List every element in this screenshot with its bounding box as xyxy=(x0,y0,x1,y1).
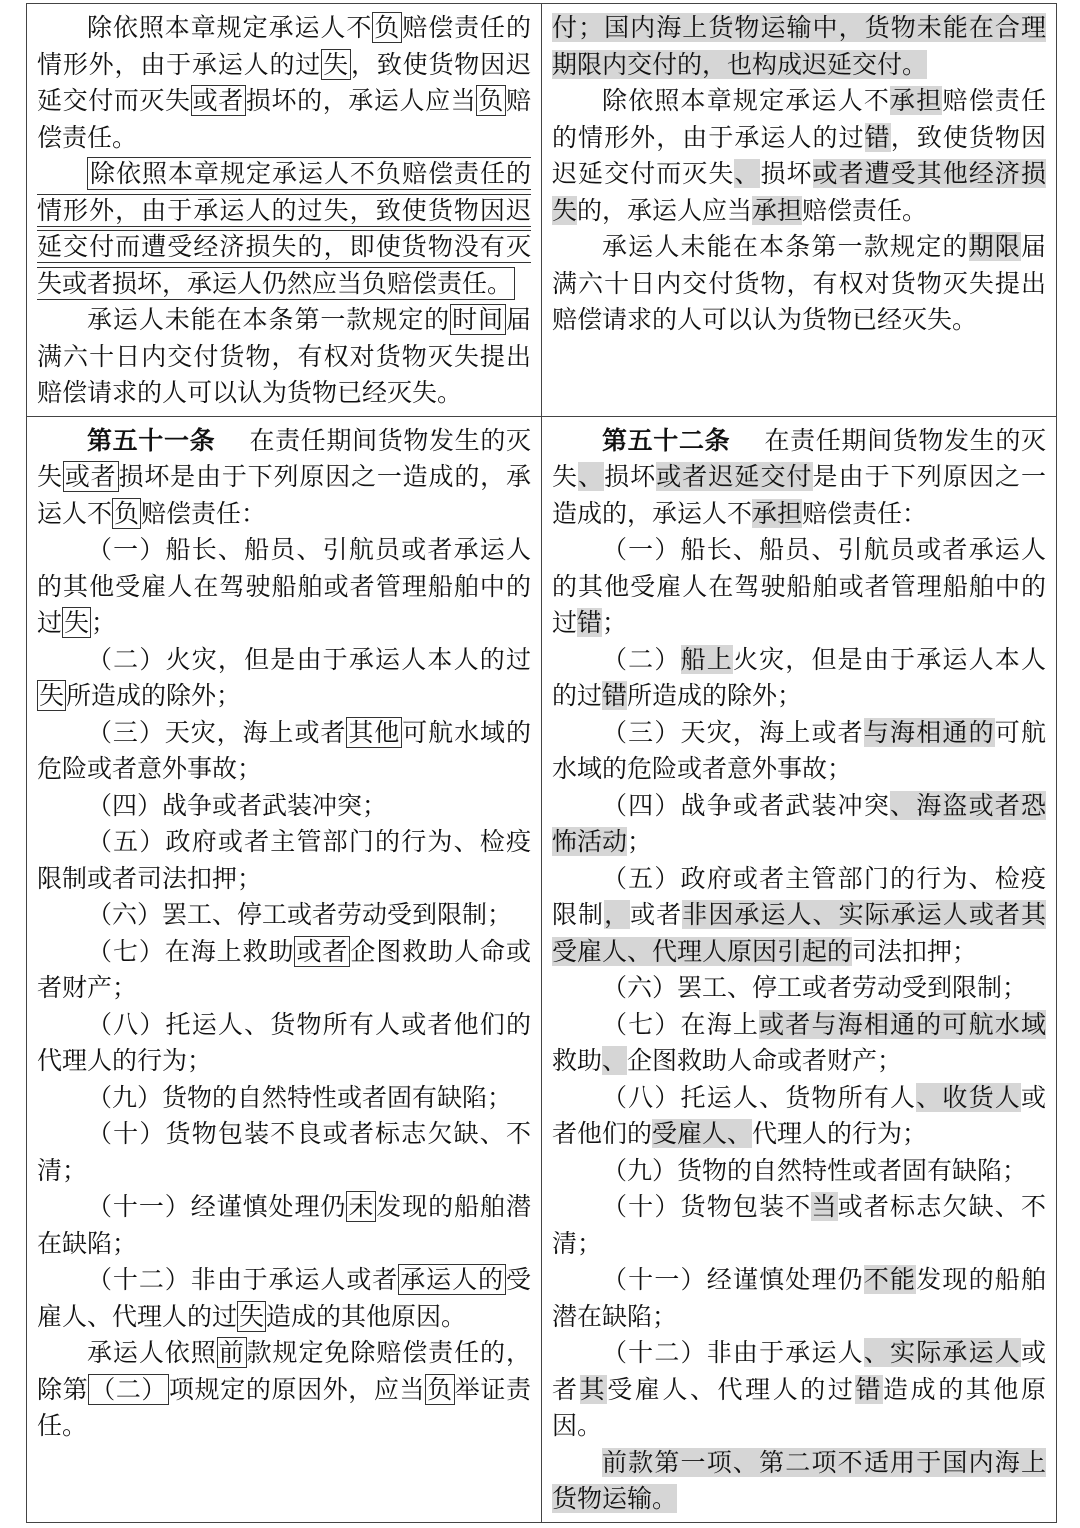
text-segment: （十）货物包装不 xyxy=(602,1192,812,1221)
comparison-table xyxy=(26,3,1057,1523)
paragraph xyxy=(37,788,531,825)
boxed-text: 负 xyxy=(374,13,401,42)
paragraph xyxy=(37,824,531,897)
boxed-text: 失 xyxy=(323,49,349,79)
highlighted-text: ， xyxy=(604,900,631,929)
highlighted-text: 错 xyxy=(577,608,603,637)
text-segment: （六）罢工、停工或者劳动受到限制； xyxy=(602,973,1028,1002)
highlighted-text: 当 xyxy=(811,1192,838,1221)
text-segment: （七）在海上 xyxy=(602,1009,760,1039)
text-segment: 除依照本章规定承运人不 xyxy=(602,86,891,115)
text-segment: （十二）非由于承运人或者 xyxy=(87,1265,399,1294)
text-segment: ，致使货物因迟延交付而灭失 xyxy=(552,122,1046,188)
paragraph xyxy=(37,156,531,302)
highlighted-text: 或者迟延交付 xyxy=(656,462,813,491)
text-segment: ； xyxy=(91,608,117,637)
text-segment: 的，承运人应当 xyxy=(577,195,753,225)
text-segment: 或者 xyxy=(552,1338,1046,1404)
article-heading: 第五十一条 xyxy=(87,425,216,455)
text-segment: 赔偿责任： xyxy=(141,498,267,528)
highlighted-text: 错 xyxy=(855,1374,884,1404)
text-segment: 赔偿责任。 xyxy=(802,195,928,225)
highlighted-text: 、收货人 xyxy=(916,1082,1021,1112)
text-segment: （一）船长、船员、引航员或者承运人的其他受雇人在驾驶船舶或者管理船舶中的过 xyxy=(37,535,531,637)
text-segment: 或者他们的 xyxy=(552,1082,1046,1148)
highlighted-text: 错 xyxy=(864,122,891,152)
text-segment: ，致使货物因迟延交付而灭失 xyxy=(37,49,531,115)
boxed-text: 承运人的 xyxy=(400,1265,504,1294)
text-segment: 在责任期间货物发生的灭失 xyxy=(37,425,531,491)
paragraph xyxy=(552,1153,1046,1190)
text-segment: （四）战争或者武装冲突； xyxy=(87,790,388,820)
text-segment: 赔偿责任的情形外，由于承运人的过 xyxy=(552,86,1046,152)
text-segment: （五）政府或者主管部门的行为、检疫限制 xyxy=(552,863,1046,929)
text-segment: 或者标志欠缺、不清； xyxy=(552,1192,1046,1258)
text-segment: 造成的其他原因。 xyxy=(266,1301,467,1331)
text-segment: （八）托运人、货物所有人 xyxy=(602,1082,917,1112)
highlighted-text: 或者与海相通的可航水域 xyxy=(759,1009,1046,1039)
text-segment: 发现的船舶潜在缺陷； xyxy=(37,1192,531,1258)
paragraph xyxy=(37,1335,531,1445)
text-segment: 举证责任。 xyxy=(37,1374,531,1440)
boxed-text: 或者 xyxy=(64,462,117,491)
paragraph xyxy=(37,1189,531,1262)
highlighted-text: 、 xyxy=(734,159,761,188)
highlighted-text: 错 xyxy=(602,681,628,710)
text-segment: 企图救助人命或者财产； xyxy=(627,1046,903,1075)
text-segment: ； xyxy=(627,827,653,856)
paragraph xyxy=(552,1007,1046,1080)
new-text-cell xyxy=(542,4,1057,417)
highlighted-text: 期限 xyxy=(968,232,1021,261)
text-segment: 受雇人、代理人的过 xyxy=(37,1265,531,1331)
text-segment: （一）船长、船员、引航员或者承运人的其他受雇人在驾驶船舶或者管理船舶中的过 xyxy=(552,535,1046,637)
boxed-text: 未 xyxy=(348,1192,375,1221)
paragraph xyxy=(37,642,531,715)
text-segment: （七）在海上救助 xyxy=(87,936,295,966)
paragraph xyxy=(552,1189,1046,1262)
text-segment: 承运人未能在本条第一款规定的 xyxy=(602,232,969,261)
text-segment: （八）托运人、货物所有人或者他们的代理人的行为； xyxy=(37,1009,531,1075)
boxed-text: 其他 xyxy=(348,717,401,747)
text-segment: （六）罢工、停工或者劳动受到限制； xyxy=(87,900,513,929)
highlighted-text: 、 xyxy=(602,1046,628,1075)
highlighted-text: 、海盗或者恐怖活动 xyxy=(552,790,1046,856)
text-segment: 企图救助人命或者财产； xyxy=(37,936,531,1002)
text-segment: 在责任期间货物发生的灭失 xyxy=(552,425,1046,491)
boxed-text: 前 xyxy=(218,1338,245,1367)
text-segment: （三）天灾，海上或者 xyxy=(87,717,347,747)
paragraph xyxy=(37,1080,531,1117)
highlighted-text: 船上 xyxy=(680,644,733,674)
boxed-text: （二） xyxy=(90,1374,168,1404)
paragraph xyxy=(552,229,1046,339)
highlighted-text: 承担 xyxy=(890,86,943,115)
paragraph xyxy=(552,1335,1046,1445)
paragraph xyxy=(37,10,531,156)
boxed-text: 失 xyxy=(39,681,65,710)
text-segment: 火灾，但是由于承运人本人的过 xyxy=(552,644,1046,710)
new-text-cell xyxy=(542,416,1057,1522)
highlighted-text: 或者遭受其他经济损失 xyxy=(552,159,1046,225)
text-segment: 赔偿责任： xyxy=(802,498,928,528)
table-row xyxy=(27,416,1057,1522)
paragraph xyxy=(37,934,531,1007)
paragraph xyxy=(552,1445,1046,1518)
text-segment: （十）货物包装不良或者标志欠缺、不清； xyxy=(37,1119,531,1185)
highlighted-text: 承担 xyxy=(752,195,803,225)
text-segment: 届满六十日内交付货物，有权对货物灭失提出赔偿请求的人可以认为货物已经灭失。 xyxy=(37,305,531,407)
text-segment: （三）天灾，海上或者 xyxy=(602,717,864,747)
text-segment: 受雇人、代理人的过 xyxy=(607,1374,856,1404)
text-segment: （十一）经谨慎处理仍 xyxy=(602,1265,864,1294)
boxed-text: 或者 xyxy=(296,936,349,966)
paragraph xyxy=(552,642,1046,715)
text-segment: 或者 xyxy=(630,900,683,929)
highlighted-text: 其 xyxy=(579,1374,608,1404)
paragraph xyxy=(552,788,1046,861)
paragraph xyxy=(37,302,531,412)
paragraph xyxy=(37,532,531,642)
paragraph xyxy=(37,1116,531,1189)
paragraph xyxy=(552,861,1046,971)
text-segment: 所造成的除外； xyxy=(627,681,803,710)
text-segment: 损坏是由于下列原因之一造成的，承运人不 xyxy=(37,462,531,528)
text-segment: （十二）非由于承运人 xyxy=(602,1338,864,1367)
highlighted-text: 不能 xyxy=(863,1265,917,1294)
paragraph xyxy=(552,423,1046,533)
text-segment: 是由于下列原因之一造成的，承运人不 xyxy=(552,462,1046,528)
text-segment: 可航水域的危险或者意外事故； xyxy=(37,717,531,783)
highlighted-text: ；国内海上货物运输中，货物未能在合理期限内交付的，也构成迟延交付。 xyxy=(552,13,1046,79)
text-segment: 所造成的除外； xyxy=(66,681,242,710)
paragraph xyxy=(552,970,1046,1007)
boxed-text: 或者 xyxy=(192,86,244,115)
boxed-text: 负 xyxy=(478,86,504,115)
text-segment: 造成的其他原因。 xyxy=(552,1374,1046,1440)
paragraph xyxy=(37,1007,531,1080)
paragraph xyxy=(552,1080,1046,1153)
text-segment: 代理人的行为； xyxy=(752,1119,928,1148)
text-segment: 司法扣押； xyxy=(852,936,978,966)
text-segment: 损坏 xyxy=(604,462,657,491)
text-segment: 损坏 xyxy=(760,159,813,188)
text-segment: （二）火灾，但是由于承运人本人的过 xyxy=(87,644,531,674)
text-segment: 届满六十日内交付货物，有权对货物灭失提出赔偿请求的人可以认为货物已经灭失。 xyxy=(552,232,1046,334)
paragraph xyxy=(552,715,1046,788)
boxed-paragraph-text: 除依照本章规定承运人不负赔偿责任的情形外，由于承运人的过失，致使货物因迟延交付而遭受经济损失的，即使货物没有灭失或者损坏，承运人仍然应当负赔偿责任。 xyxy=(37,159,531,298)
text-segment: 损坏的，承运人应当 xyxy=(245,86,477,115)
highlighted-text: 非因承运人、实际承运人或者其受雇人、代理人原因引起的 xyxy=(552,900,1046,966)
text-segment: 赔偿责任的情形外，由于承运人的过 xyxy=(37,13,531,79)
highlighted-text: 前款第一项、第二项不适用于国内海上货物运输。 xyxy=(552,1447,1046,1513)
table-row xyxy=(27,4,1057,417)
text-segment: 款规定免除赔偿责任的，除第 xyxy=(37,1338,531,1404)
highlighted-text: 、 xyxy=(578,462,605,491)
text-segment: （九）货物的自然特性或者固有缺陷； xyxy=(602,1155,1028,1185)
boxed-text: 负 xyxy=(114,498,140,528)
paragraph xyxy=(552,532,1046,642)
text-segment: （二） xyxy=(602,644,681,674)
paragraph xyxy=(37,715,531,788)
paragraph xyxy=(37,897,531,934)
text-segment: 项规定的原因外，应当 xyxy=(169,1374,426,1404)
text-segment: 可航水域的危险或者意外事故； xyxy=(552,717,1046,783)
highlighted-text: 承担 xyxy=(752,498,803,528)
article-heading: 第五十二条 xyxy=(602,425,731,455)
paragraph xyxy=(552,83,1046,229)
highlighted-text: 与海相通的 xyxy=(863,717,995,747)
text-segment: 承运人依照 xyxy=(87,1338,217,1367)
boxed-text: 失 xyxy=(64,608,90,637)
text-segment: 承运人未能在本条第一款规定的 xyxy=(87,305,451,334)
old-text-cell xyxy=(27,416,542,1522)
paragraph xyxy=(37,423,531,533)
text-segment: 发现的船舶潜在缺陷； xyxy=(552,1265,1046,1331)
boxed-text: 时间 xyxy=(452,305,504,334)
text-segment: （十一）经谨慎处理仍 xyxy=(87,1192,347,1221)
paragraph xyxy=(37,1262,531,1335)
text-segment: （九）货物的自然特性或者固有缺陷； xyxy=(87,1082,513,1112)
text-segment: 除依照本章规定承运人不 xyxy=(87,13,373,42)
highlighted-text: 付 xyxy=(552,13,579,42)
boxed-text: 失 xyxy=(239,1301,265,1331)
boxed-text: 负 xyxy=(427,1374,453,1404)
text-segment: 赔偿责任。 xyxy=(37,86,531,152)
text-segment: （五）政府或者主管部门的行为、检疫限制或者司法扣押； xyxy=(37,827,531,893)
text-segment: ； xyxy=(602,608,628,637)
old-text-cell xyxy=(27,4,542,417)
text-segment: 救助 xyxy=(552,1046,603,1075)
highlighted-text: 、实际承运人 xyxy=(863,1338,1021,1367)
text-segment: （四）战争或者武装冲突 xyxy=(602,790,891,820)
paragraph xyxy=(552,10,1046,83)
highlighted-text: 受雇人、 xyxy=(652,1119,753,1148)
paragraph xyxy=(552,1262,1046,1335)
